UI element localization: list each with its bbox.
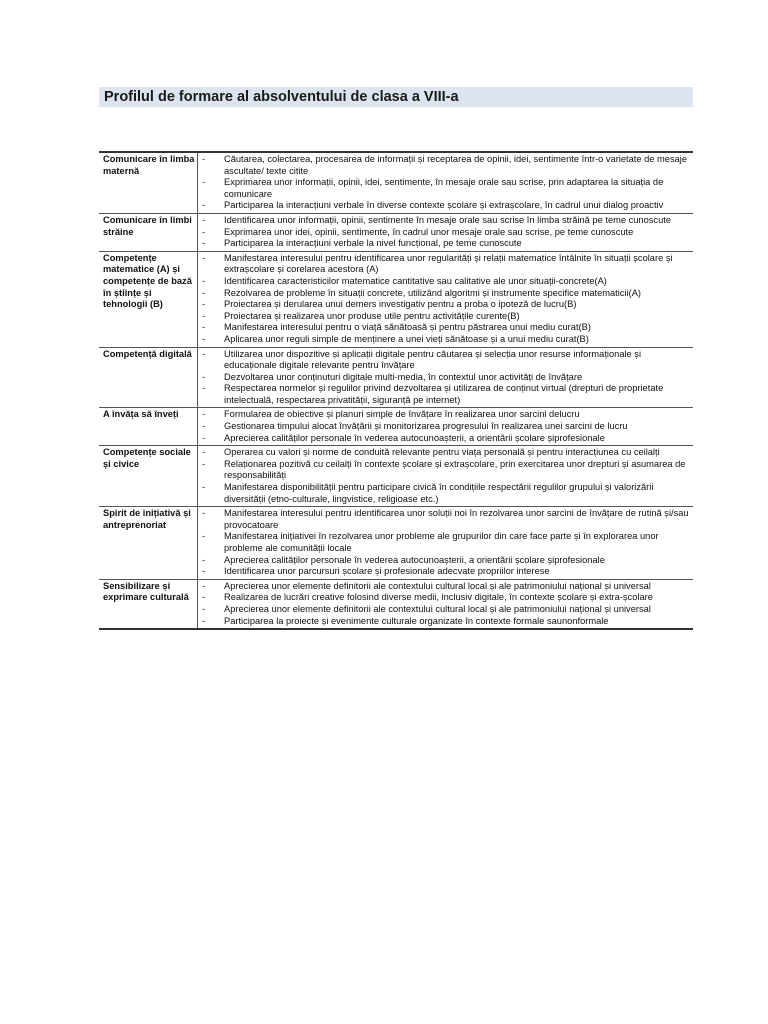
- competency-item: [202, 566, 691, 578]
- competency-item: [202, 288, 691, 300]
- competency-item-text: Respectarea normelor și regulilor privind dezvoltarea și utilizarea de conținut virtual (drepturi de proprietate intelectuală, respectarea privatității, siguranță pe internet): [224, 383, 664, 405]
- competency-item-text: Relaționarea pozitivă cu ceilalți în contexte școlare și extrașcolare, prin exercitarea unor drepturi și asumarea de responsabilități: [224, 458, 686, 481]
- competency-item-text: Utilizarea unor dispozitive și aplicații digitale pentru căutarea și selecția unor resurse informaționale și educaționale digitale relevante pentru învățare: [224, 348, 642, 371]
- competency-table: [99, 151, 693, 630]
- competency-item: [202, 421, 691, 433]
- bullet-dash: -: [202, 299, 206, 310]
- competency-item: [202, 581, 691, 593]
- competency-item-text: Identificarea caracteristicilor matematice cantitative sau calitative ale unor situații-concrete(A): [224, 275, 607, 286]
- competency-category: Comunicare în limbi străine: [99, 213, 198, 251]
- bullet-dash: -: [202, 458, 206, 469]
- bullet-dash: -: [202, 603, 206, 614]
- competency-item: [202, 200, 691, 212]
- competency-item-text: Aprecierea unor elemente definitorii ale contextului cultural local și ale patrimoniului național și universal: [224, 580, 651, 591]
- competency-item-text: Exprimarea unor idei, opinii, sentimente, în cadrul unor mesaje orale sau scrise, pe teme cunoscute: [224, 226, 634, 237]
- bullet-dash: -: [202, 447, 206, 458]
- competency-item-text: Identificarea unor informații, opinii, sentimente în mesaje orale sau scrise în limba străină pe teme cunoscute: [224, 214, 671, 225]
- competency-item-list: [202, 409, 691, 444]
- competency-item: [202, 372, 691, 384]
- competency-item-list: [202, 581, 691, 627]
- competency-item: [202, 276, 691, 288]
- competency-item-list: [202, 349, 691, 407]
- competency-items-cell: [198, 347, 694, 408]
- competency-item: [202, 447, 691, 459]
- competency-item-text: Rezolvarea de probleme în situații concrete, utilizând algoritmi și instrumente specifice matematicii(A): [224, 287, 641, 298]
- bullet-dash: -: [202, 310, 206, 321]
- competency-item-text: Căutarea, colectarea, procesarea de informații și receptarea de opinii, idei, sentimente într-o varietate de mesaje ascultate/ texte citite: [224, 154, 688, 176]
- competency-item-list: [202, 215, 691, 250]
- bullet-dash: -: [202, 482, 206, 493]
- competency-items-cell: [198, 507, 694, 580]
- competency-item-text: Identificarea unor parcursuri școlare și profesionale adecvate propriilor interese: [224, 566, 550, 577]
- competency-item: [202, 253, 691, 276]
- competency-item-text: Aprecierea calităților personale în vederea autocunoașterii, a orientării școlare șiprofesionale: [224, 554, 605, 565]
- bullet-dash: -: [202, 333, 206, 344]
- competency-row: [99, 507, 693, 580]
- bullet-dash: -: [202, 154, 206, 164]
- competency-item-text: Participarea la interacțiuni verbale la nivel funcțional, pe teme cunoscute: [224, 238, 522, 249]
- competency-items-cell: [198, 446, 694, 507]
- competency-category: Comunicare în limba maternă: [99, 152, 198, 213]
- competency-item-text: Dezvoltarea unor conținuturi digitale multi-media, în contextul unor activități de învățare: [224, 371, 583, 382]
- competency-item-text: Manifestarea interesului pentru o viață sănătoasă și pentru păstrarea unui mediu curat(B): [224, 322, 591, 333]
- competency-row: [99, 579, 693, 629]
- competency-item: [202, 177, 691, 200]
- competency-item: [202, 154, 691, 177]
- competency-item: [202, 299, 691, 311]
- competency-item: [202, 555, 691, 567]
- competency-item-text: Aprecierea unor elemente definitorii ale contextului cultural local și ale patrimoniului național și universal: [224, 603, 651, 614]
- page-title: Profilul de formare al absolventului de clasa a VIII-a: [99, 87, 693, 107]
- competency-row: [99, 347, 693, 408]
- competency-item: [202, 349, 691, 372]
- competency-item: [202, 227, 691, 239]
- competency-items-cell: [198, 579, 694, 629]
- competency-item-text: Aplicarea unor reguli simple de menținere a unei vieți sănătoase și a unui mediu curat(B): [224, 333, 589, 344]
- bullet-dash: -: [202, 177, 206, 188]
- competency-item-list: [202, 508, 691, 578]
- competency-item: [202, 592, 691, 604]
- competency-item: [202, 383, 691, 406]
- competency-item: [202, 433, 691, 445]
- competency-item: [202, 459, 691, 482]
- competency-item: [202, 531, 691, 554]
- competency-category: A învăța să înveți: [99, 408, 198, 446]
- bullet-dash: -: [202, 348, 206, 359]
- bullet-dash: -: [202, 554, 206, 565]
- competency-item-text: Proiectarea și derularea unui demers investigativ pentru a proba o ipoteză de lucru(B): [224, 299, 577, 310]
- bullet-dash: -: [202, 287, 206, 298]
- competency-category: Sensibilizare și exprimare culturală: [99, 579, 198, 629]
- competency-item: [202, 409, 691, 421]
- bullet-dash: -: [202, 226, 206, 237]
- competency-row: [99, 152, 693, 213]
- competency-item: [202, 215, 691, 227]
- competency-category: Competențe matematice (A) și competențe de bază în științe și tehnologii (B): [99, 251, 198, 347]
- competency-row: [99, 408, 693, 446]
- competency-item-text: Participarea la proiecte și evenimente culturale organizate în contexte formale saunonformale: [224, 615, 609, 626]
- competency-items-cell: [198, 152, 694, 213]
- competency-item-text: Manifestarea disponibilității pentru participare civică în condițiile respectării regulilor grupului și valorizării diversității (etno-culturale, lingvistice, religioase etc.): [224, 482, 654, 504]
- bullet-dash: -: [202, 615, 206, 626]
- competency-item-text: Operarea cu valori și norme de conduită relevante pentru viața personală și pentru interacțiunea cu ceilalți: [224, 447, 660, 458]
- competency-item-list: [202, 154, 691, 212]
- bullet-dash: -: [202, 409, 206, 420]
- bullet-dash: -: [202, 432, 206, 443]
- competency-row: [99, 251, 693, 347]
- competency-category: Competențe sociale și civice: [99, 446, 198, 507]
- bullet-dash: -: [202, 421, 206, 432]
- competency-item-list: [202, 447, 691, 505]
- competency-item: [202, 508, 691, 531]
- bullet-dash: -: [202, 238, 206, 249]
- competency-item: [202, 334, 691, 346]
- competency-item: [202, 616, 691, 628]
- competency-item-text: Participarea la interacțiuni verbale în diverse contexte școlare și extrașcolare, în cadrul unui dialog proactiv: [224, 200, 664, 211]
- competency-row: [99, 446, 693, 507]
- competency-table-body: [99, 152, 693, 629]
- bullet-dash: -: [202, 592, 206, 603]
- competency-item-list: [202, 253, 691, 346]
- competency-items-cell: [198, 408, 694, 446]
- bullet-dash: -: [202, 566, 206, 577]
- competency-item-text: Exprimarea unor informații, opinii, idei, sentimente, în mesaje orale sau scrise, prin adaptarea la situația de comunicare: [224, 177, 664, 199]
- bullet-dash: -: [202, 200, 206, 211]
- bullet-dash: -: [202, 383, 206, 394]
- competency-item-text: Manifestarea interesului pentru identificarea unor soluții noi în rezolvarea unor sarcini de învățare de rutină și/sau provocatoare: [224, 508, 689, 530]
- competency-items-cell: [198, 213, 694, 251]
- competency-item-text: Proiectarea și realizarea unor produse utile pentru activitățile curente(B): [224, 310, 520, 321]
- competency-item-text: Manifestarea inițiativei în rezolvarea unor probleme ale grupurilor din care face parte și în explorarea unor probleme ale comunității locale: [224, 531, 659, 553]
- competency-item-text: Formularea de obiective și planuri simple de învățare în realizarea unor sarcini delucru: [224, 409, 580, 420]
- competency-item-text: Aprecierea calităților personale în vederea autocunoașterii, a orientării școlare șiprofesionale: [224, 432, 605, 443]
- bullet-dash: -: [202, 580, 206, 591]
- competency-items-cell: [198, 251, 694, 347]
- bullet-dash: -: [202, 322, 206, 333]
- competency-item: [202, 604, 691, 616]
- bullet-dash: -: [202, 252, 206, 263]
- competency-item: [202, 311, 691, 323]
- competency-item: [202, 322, 691, 334]
- bullet-dash: -: [202, 371, 206, 382]
- competency-category: Competență digitală: [99, 347, 198, 408]
- bullet-dash: -: [202, 275, 206, 286]
- competency-category: Spirit de inițiativă și antreprenoriat: [99, 507, 198, 580]
- competency-item-text: Manifestarea interesului pentru identificarea unor regularități și relații matematice întâlnite în situații școlare și extrașcolare și corelarea acestora (A): [224, 252, 673, 275]
- competency-item: [202, 238, 691, 250]
- bullet-dash: -: [202, 531, 206, 542]
- competency-item-text: Realizarea de lucrări creative folosind diverse medii, inclusiv digitale, în contexte școlare și extra-școlare: [224, 592, 653, 603]
- bullet-dash: -: [202, 508, 206, 519]
- bullet-dash: -: [202, 214, 206, 225]
- competency-item: [202, 482, 691, 505]
- competency-item-text: Gestionarea timpului alocat învățării și monitorizarea progresului în realizarea unei sarcini de lucru: [224, 421, 628, 432]
- competency-row: [99, 213, 693, 251]
